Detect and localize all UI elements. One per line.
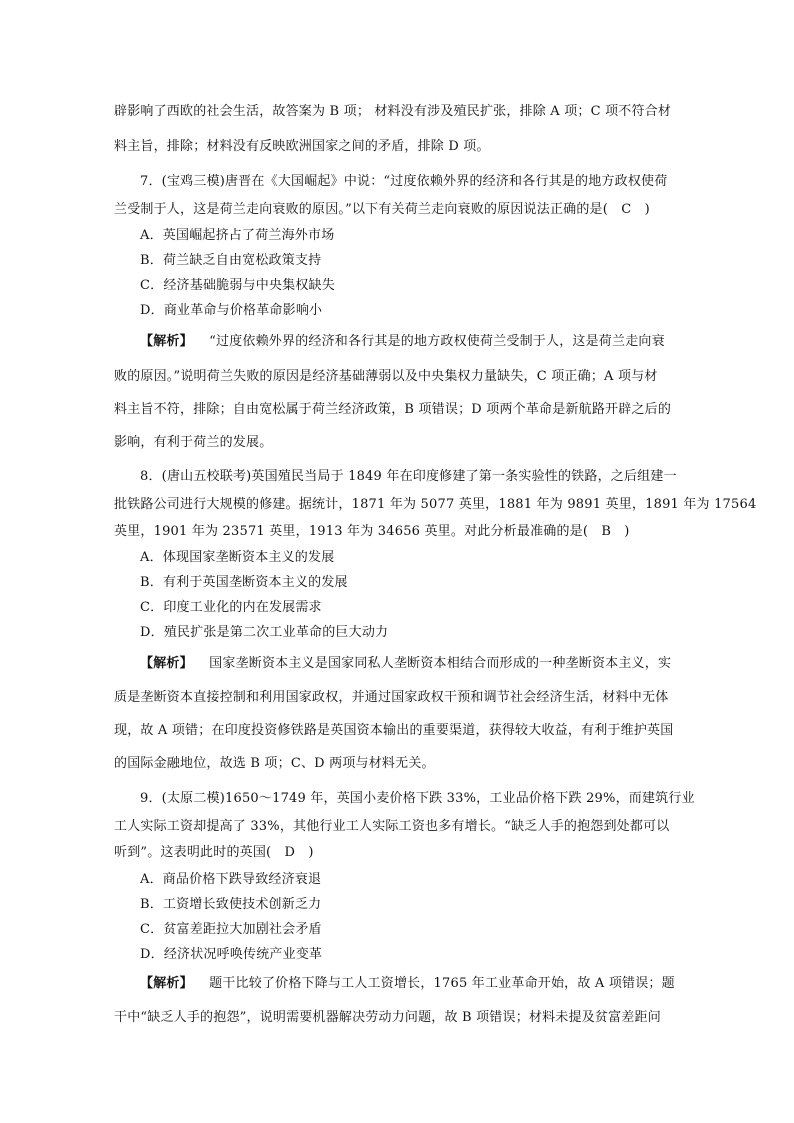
text-line: 败的原因。”说明荷兰失败的原因是经济基础薄弱以及中央集权力量缺失，C 项正确；A 项与材: [114, 369, 658, 384]
analysis-text: 题干比较了价格下降与工人工资增长，1765 年工业革命开始，故 A 项错误；题: [209, 976, 675, 991]
text-line: 影响，有利于荷兰的发展。: [114, 435, 273, 450]
analysis-text: “过度依赖外界的经济和各行其是的地方政权使荷兰受制于人，这是荷兰走向衰: [209, 334, 665, 349]
analysis-tag: 【解析】: [140, 976, 193, 991]
text-line: 辟影响了西欧的社会生活，故答案为 B 项； 材料没有涉及殖民扩张，排除 A 项；C 项不符合材: [114, 104, 672, 119]
question-9-option-a: A．商品价格下跌导致经济衰退: [140, 872, 322, 887]
question-8-stem: 英里，1901 年为 23571 英里，1913 年为 34656 英里。对此分析最准确的是( B ): [114, 524, 630, 539]
question-8-option-d: D．殖民扩张是第二次工业革命的巨大动力: [140, 625, 389, 640]
question-7-option-d: D．商业革命与价格革命影响小: [140, 303, 323, 318]
question-9-stem: 工人实际工资却提高了 33%，其他行业工人实际工资也多有增长。“缺乏人手的抱怨到处都可以: [114, 819, 670, 834]
question-9-stem: 9．(太原二模)1650～1749 年，英国小麦价格下跌 33%，工业品价格下跌 29%，而建筑行业: [140, 791, 695, 806]
analysis-tag: 【解析】: [140, 334, 193, 349]
question-8-option-b: B．有利于英国垄断资本主义的发展: [140, 575, 348, 590]
question-9-option-b: B．工资增长致使技术创新乏力: [140, 897, 322, 912]
question-7-option-a: A．英国崛起挤占了荷兰海外市场: [140, 228, 335, 243]
question-8-option-c: C．印度工业化的内在发展需求: [140, 600, 322, 615]
analysis-text: 国家垄断资本主义是国家同私人垄断资本相结合而形成的一种垄断资本主义，实: [209, 656, 672, 671]
analysis-paragraph: [140, 330, 665, 349]
text-line: 料主旨不符，排除；自由宽松属于荷兰经济政策，B 项错误；D 项两个革命是新航路开辟之后的: [114, 402, 672, 417]
question-8-stem: 批铁路公司进行大规模的修建。据统计，1871 年为 5077 英里，1881 年为 9891 英里，1891 年为 17564: [114, 497, 757, 512]
question-9-option-c: C．贫富差距拉大加剧社会矛盾: [140, 922, 322, 937]
analysis-tag: 【解析】: [140, 656, 193, 671]
text-line: 现，故 A 项错；在印度投资修铁路是英国资本输出的重要渠道，获得较大收益，有利于维护英国: [114, 723, 674, 738]
question-8-option-a: A．体现国家垄断资本主义的发展: [140, 550, 335, 565]
question-7-option-c: C．经济基础脆弱与中央集权缺失: [140, 278, 335, 293]
text-line: 料主旨，排除；材料没有反映欧洲国家之间的矛盾，排除 D 项。: [114, 139, 490, 154]
question-9-stem: 听到”。这表明此时的英国( D ): [114, 845, 314, 860]
text-line: 干中“缺乏人手的抱怨”，说明需要机器解决劳动力问题，故 B 项错误；材料未提及贫富差距问: [114, 1010, 661, 1025]
text-line: 的国际金融地位，故选 B 项；C、D 两项与材料无关。: [114, 756, 435, 771]
question-7-stem: 兰受制于人，这是荷兰走向衰败的原因。”以下有关荷兰走向衰败的原因说法正确的是( C ): [114, 202, 650, 217]
question-7-stem: 7．(宝鸡三模)唐晋在《大国崛起》中说：“过度依赖外界的经济和各行其是的地方政权使荷: [140, 174, 668, 189]
question-7-option-b: B．荷兰缺乏自由宽松政策支持: [140, 253, 322, 268]
question-8-stem: 8．(唐山五校联考)英国殖民当局于 1849 年在印度修建了第一条实验性的铁路，之后组建一: [140, 469, 677, 484]
question-9-option-d: D．经济状况呼唤传统产业变革: [140, 947, 323, 962]
analysis-paragraph: [140, 972, 675, 991]
text-line: 质是垄断资本直接控制和利用国家政权，并通过国家政权干预和调节社会经济生活，材料中无体: [114, 690, 669, 705]
analysis-paragraph: [140, 652, 671, 671]
